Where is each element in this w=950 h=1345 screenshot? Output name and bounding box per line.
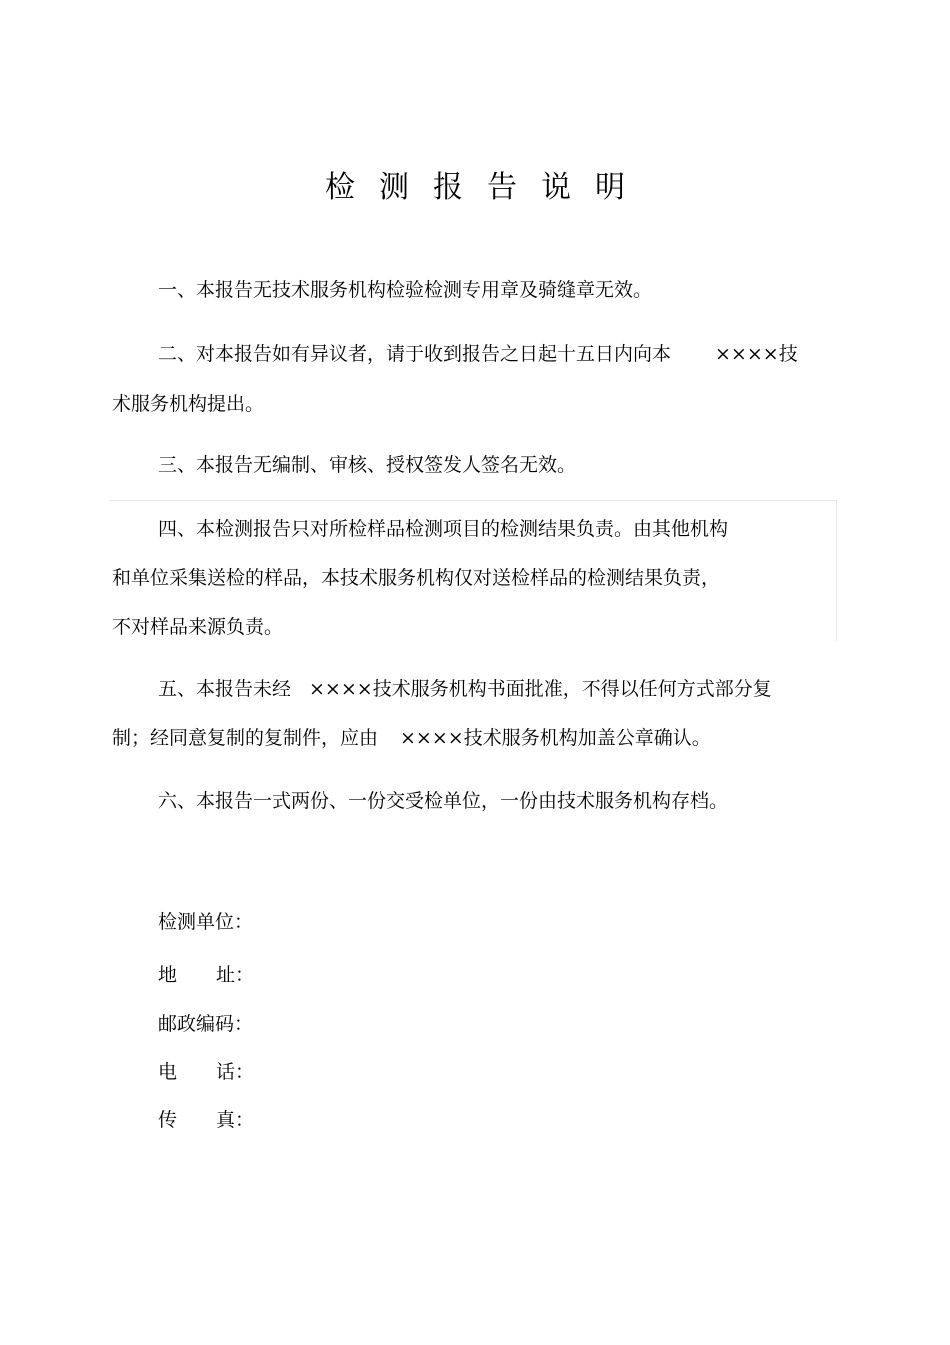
footer-phone-label-b: 话： xyxy=(215,1061,254,1083)
clause-4-line-1: 四、本检测报告只对所检样品检测项目的检测结果负责。由其他机构 xyxy=(158,518,729,540)
footer-phone xyxy=(158,1060,254,1084)
clause-4-line-3: 不对样品来源负责。 xyxy=(112,616,284,638)
clause-3-line-1: 三、本报告无编制、审核、授权签发人签名无效。 xyxy=(158,454,577,476)
clause-6 xyxy=(112,789,728,813)
clause-1-line-1: 一、本报告无技术服务机构检验检测专用章及骑缝章无效。 xyxy=(158,279,653,301)
footer-phone-label xyxy=(158,1060,254,1084)
footer-address-label-a: 地 xyxy=(158,964,178,986)
footer-fax xyxy=(158,1108,254,1132)
page-title: 检测报告说明 xyxy=(325,170,649,205)
clause-2-line-1 xyxy=(112,342,798,366)
footer-address-label-b: 址： xyxy=(215,964,254,986)
clause-5-line-2-b: ××××技术服务机构加盖公章确认。 xyxy=(400,727,711,749)
footer-fax-label-a: 传 xyxy=(158,1109,178,1131)
clause-5-line-1 xyxy=(112,677,772,701)
clause-5-line-2 xyxy=(112,726,772,750)
footer-postcode xyxy=(158,1012,253,1036)
footer-postcode-label: 邮政编码： xyxy=(158,1013,254,1035)
clause-4 xyxy=(112,517,728,639)
clause-2-text: 二、对本报告如有异议者，请于收到报告之日起十五日内向本 xyxy=(158,343,672,365)
footer-fax-label xyxy=(158,1108,254,1132)
clause-6-line-1: 六、本报告一式两份、一份交受检单位，一份由技术服务机构存档。 xyxy=(158,790,729,812)
footer-unit-label: 检测单位： xyxy=(158,911,254,933)
footer-unit xyxy=(158,910,253,934)
clause-2-placeholder: ××××技 xyxy=(715,343,798,365)
clause-3 xyxy=(112,453,576,477)
clause-2 xyxy=(112,342,798,416)
clause-4-line-2: 和单位采集送检的样品，本技术服务机构仅对送检样品的检测结果负责， xyxy=(112,567,721,589)
clause-5-line-1-b: ××××技术服务机构书面批准，不得以任何方式部分复 xyxy=(309,678,772,700)
footer-address xyxy=(158,963,254,987)
footer-address-label xyxy=(158,963,254,987)
clause-5 xyxy=(112,677,772,750)
clause-5-line-2-a: 制；经同意复制的复制件，应由 xyxy=(112,727,379,749)
footer-fax-label-b: 真： xyxy=(215,1109,254,1131)
clause-2-line-2: 术服务机构提出。 xyxy=(112,393,265,415)
clause-5-line-1-a: 五、本报告未经 xyxy=(158,678,292,700)
footer-phone-label-a: 电 xyxy=(158,1061,178,1083)
clause-1 xyxy=(112,278,652,302)
